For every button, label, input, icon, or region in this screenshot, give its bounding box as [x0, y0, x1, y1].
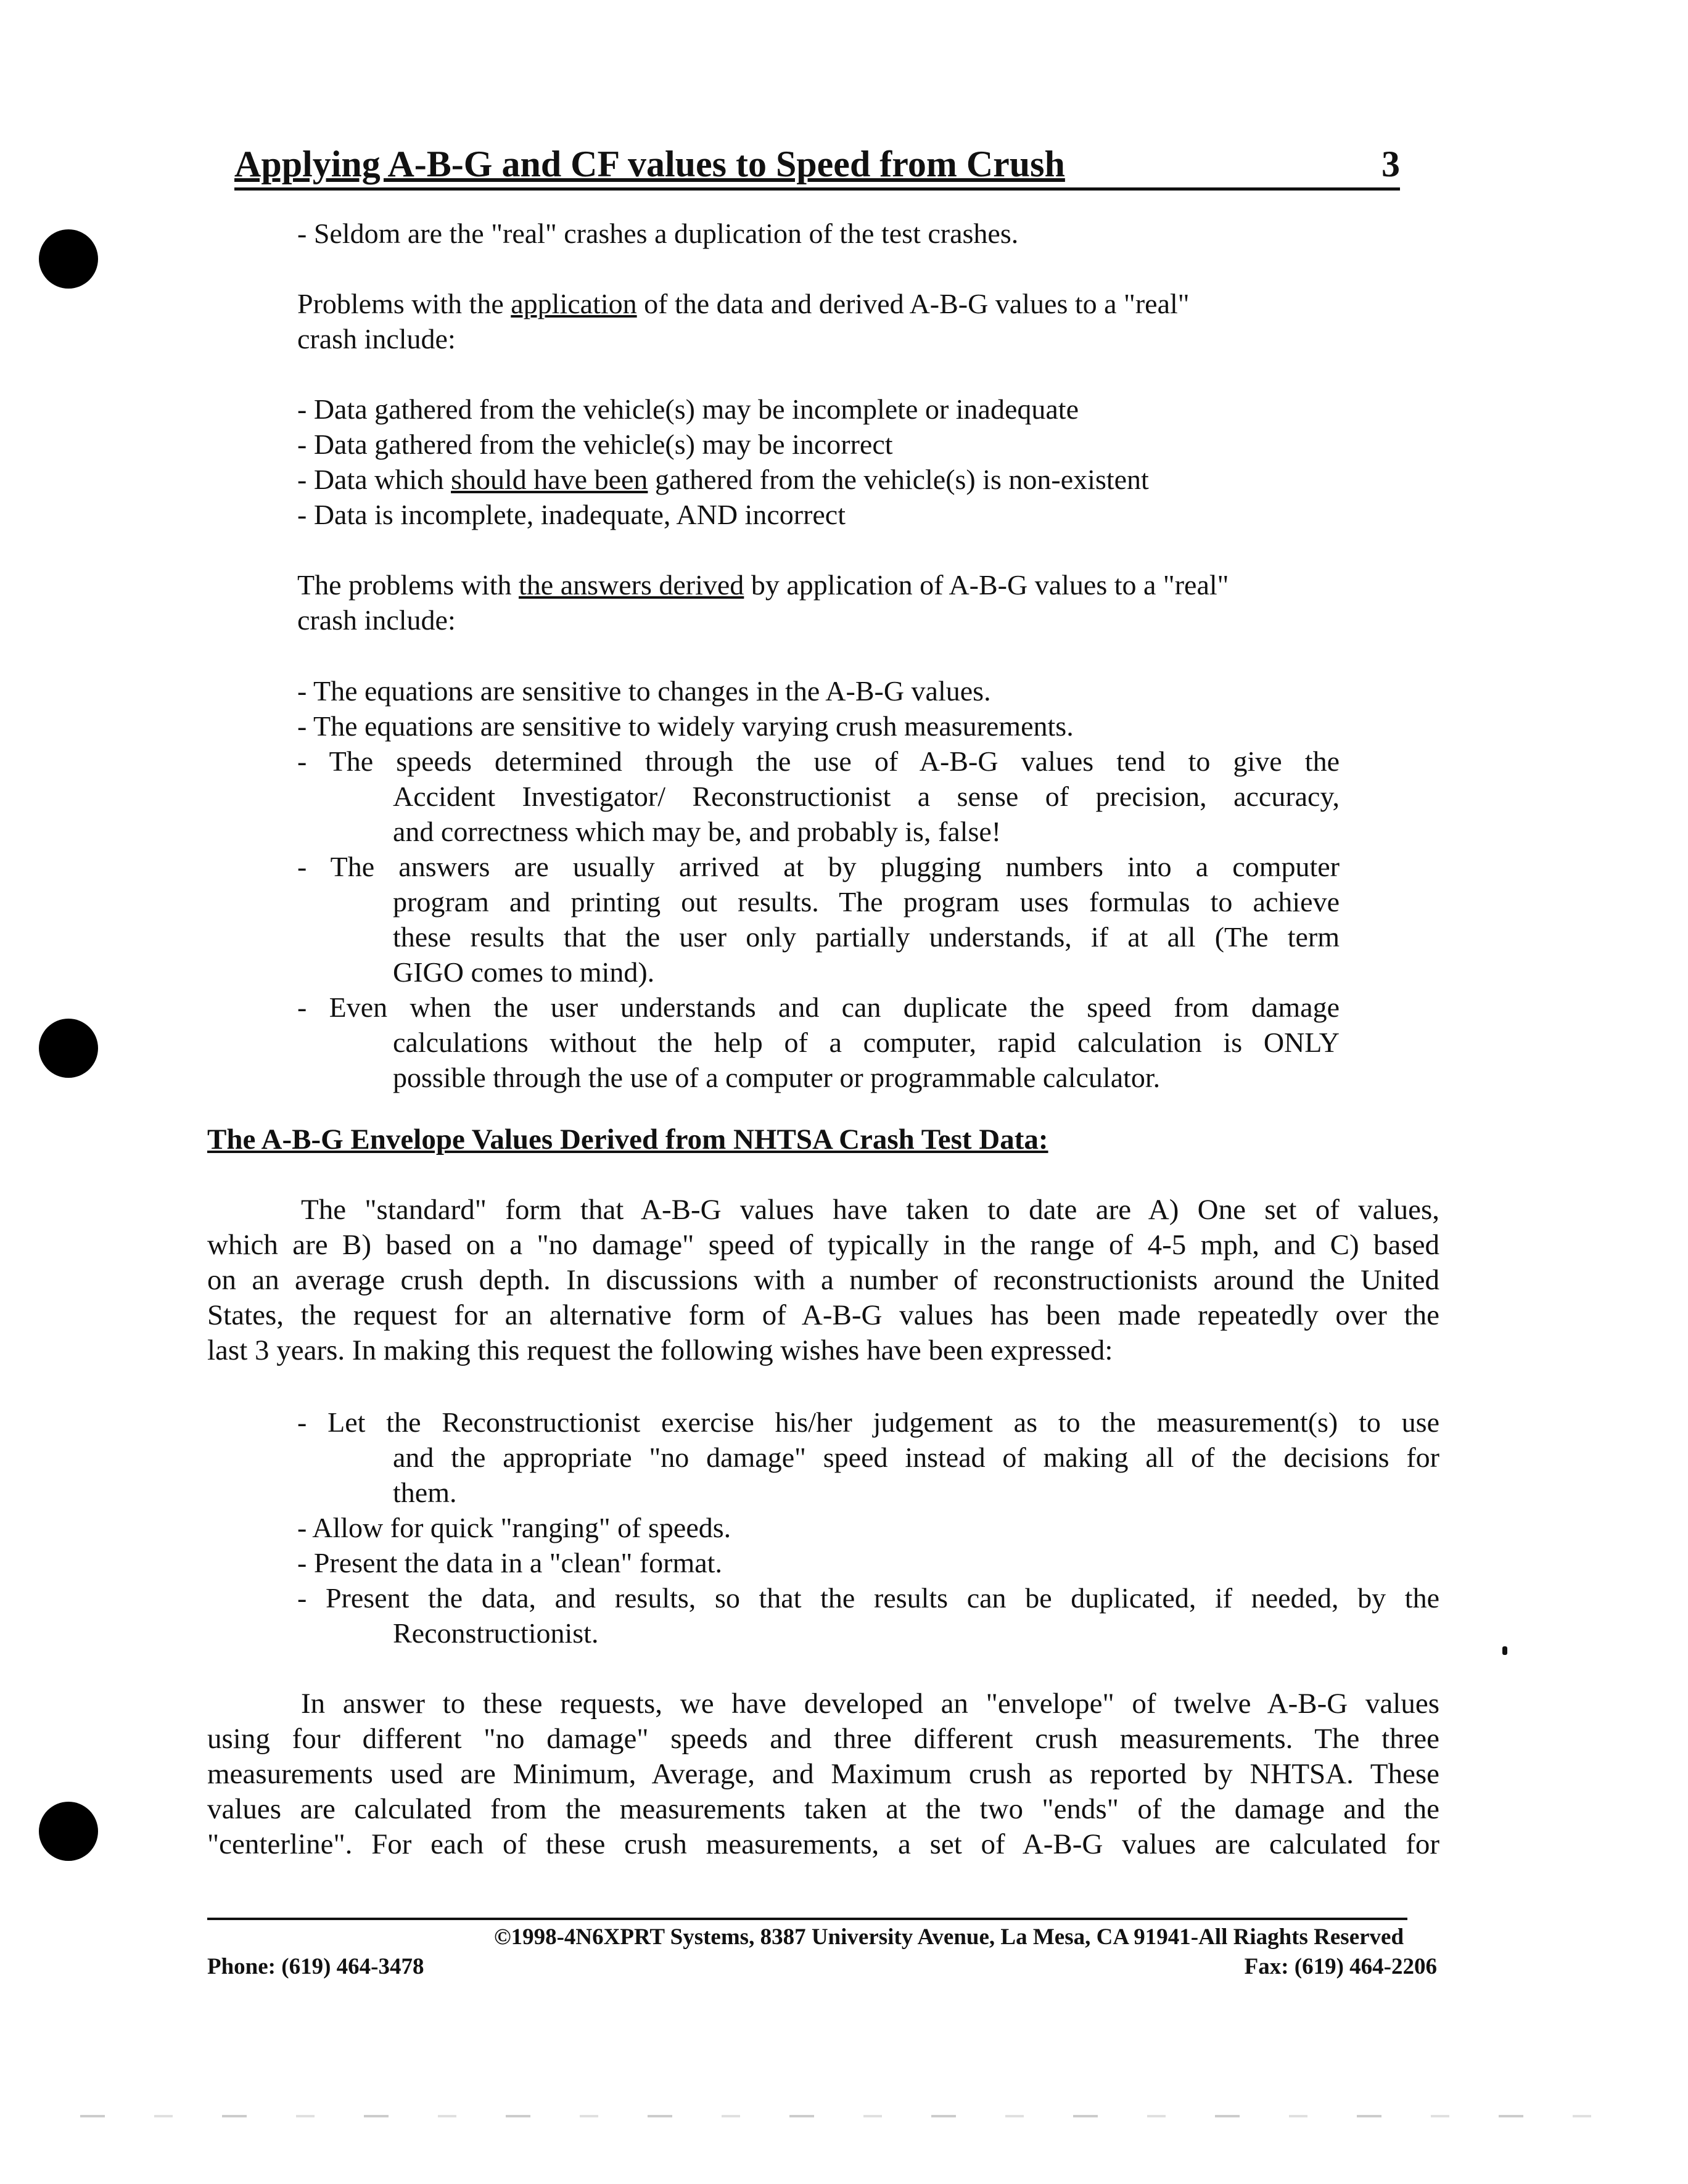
application-lead: [297, 286, 1229, 321]
item-line: - Let the Reconstructionist exercise his/her judgement as to the measurement(s) to use: [297, 1406, 1439, 1438]
answers-lead-line2: crash include:: [297, 604, 456, 636]
item-text: - Data which: [297, 464, 451, 495]
punch-hole-bottom: [39, 1802, 98, 1861]
list-item: [297, 990, 1340, 1095]
item-line: and the appropriate "no damage" speed instead of making all of the decisions for: [393, 1442, 1439, 1473]
paragraph-line: using four different "no damage" speeds and three different crush measurements. The three: [207, 1723, 1439, 1755]
paragraph-line: which are B) based on a "no damage" speed of typically in the range of 4-5 mph, and C) based: [207, 1229, 1439, 1261]
lead-text: of the data and derived A-B-G values to a "real": [636, 288, 1190, 319]
paragraph-envelope: [207, 1686, 1439, 1862]
paragraph-line: values are calculated from the measurements taken at the two "ends" of the damage and the: [207, 1793, 1439, 1825]
list-item: [297, 1405, 1439, 1510]
paragraph-standard-form: [207, 1193, 1439, 1368]
page-number: 3: [1381, 144, 1400, 184]
lead-text: Problems with the: [297, 288, 511, 319]
item-line: possible through the use of a computer or programmable calculator.: [393, 1062, 1161, 1093]
answer-problems-list: [297, 673, 1340, 1095]
paragraph-line: measurements used are Minimum, Average, and Maximum crush as reported by NHTSA. These: [207, 1758, 1439, 1790]
list-item: - Data gathered from the vehicle(s) may be incorrect: [297, 429, 893, 460]
list-item: [297, 849, 1340, 990]
footer-rule: [207, 1918, 1407, 1920]
item-line: Reconstructionist.: [393, 1617, 599, 1649]
item-line: - The answers are usually arrived at by plugging numbers into a computer: [297, 851, 1340, 882]
item-underlined: should have been: [451, 464, 648, 495]
item-text: gathered from the vehicle(s) is non-existent: [648, 464, 1149, 495]
paragraph-line: on an average crush depth. In discussions with a number of reconstructionists around the United: [207, 1264, 1439, 1296]
page-title: Applying A-B-G and CF values to Speed from Crush: [234, 144, 1065, 184]
item-line: and correctness which may be, and probably is, false!: [393, 816, 1002, 847]
item-line: - Even when the user understands and can duplicate the speed from damage: [297, 991, 1340, 1023]
scan-speck: [1502, 1646, 1507, 1655]
wishes-list: [297, 1405, 1439, 1651]
list-item: - The equations are sensitive to changes in the A-B-G values.: [297, 675, 991, 707]
paragraph-line: last 3 years. In making this request the following wishes have been expressed:: [207, 1334, 1113, 1366]
lead-underlined: the answers derived: [519, 569, 744, 601]
item-line: - Present the data, and results, so that the results can be duplicated, if needed, by the: [297, 1582, 1439, 1614]
lead-text: The problems with: [297, 569, 519, 601]
list-item: - Allow for quick "ranging" of speeds.: [297, 1512, 731, 1543]
section-heading: The A-B-G Envelope Values Derived from NHTSA Crash Test Data:: [207, 1123, 1048, 1156]
lead-underlined: application: [511, 288, 637, 319]
list-item: [297, 744, 1340, 849]
list-item: [297, 462, 1229, 497]
item-line: - The speeds determined through the use of A-B-G values tend to give the: [297, 745, 1340, 777]
application-lead-line2: crash include:: [297, 323, 456, 355]
punch-hole-top: [39, 229, 98, 289]
lead-text: by application of A-B-G values to a "real": [744, 569, 1229, 601]
item-line: them.: [393, 1477, 457, 1508]
answers-lead: [297, 567, 1229, 602]
item-line: these results that the user only partially understands, if at all (The term: [393, 921, 1340, 953]
list-item: - Data gathered from the vehicle(s) may be incomplete or inadequate: [297, 393, 1079, 425]
application-problems-section: [297, 216, 1229, 673]
list-item: - Present the data in a "clean" format.: [297, 1547, 722, 1578]
scan-artifact-dashes: [80, 2115, 1597, 2117]
footer-phone: Phone: (619) 464-3478: [207, 1954, 424, 1979]
item-line: GIGO comes to mind).: [393, 956, 655, 988]
item-line: calculations without the help of a computer, rapid calculation is ONLY: [393, 1027, 1340, 1058]
intro-line: - Seldom are the "real" crashes a duplication of the test crashes.: [297, 218, 1019, 249]
list-item: [297, 1580, 1439, 1651]
paragraph-line: "centerline". For each of these crush measurements, a set of A-B-G values are calculated for: [207, 1828, 1439, 1860]
page-header: [234, 141, 1400, 191]
list-item: - The equations are sensitive to widely varying crush measurements.: [297, 710, 1074, 742]
list-item: - Data is incomplete, inadequate, AND incorrect: [297, 499, 846, 530]
paragraph-line: In answer to these requests, we have developed an "envelope" of twelve A-B-G values: [301, 1688, 1439, 1720]
item-line: program and printing out results. The program uses formulas to achieve: [393, 886, 1340, 918]
punch-hole-middle: [39, 1019, 98, 1078]
footer-fax: Fax: (619) 464-2206: [1244, 1954, 1437, 1979]
paragraph-line: States, the request for an alternative form of A-B-G values has been made repeatedly over the: [207, 1299, 1439, 1331]
item-line: Accident Investigator/ Reconstructionist a sense of precision, accuracy,: [393, 781, 1340, 812]
footer-copyright: ©1998-4N6XPRT Systems, 8387 University Avenue, La Mesa, CA 91941-All Riaghts Reserved: [493, 1924, 1404, 1950]
paragraph-line: The "standard" form that A-B-G values have taken to date are A) One set of values,: [301, 1194, 1439, 1226]
